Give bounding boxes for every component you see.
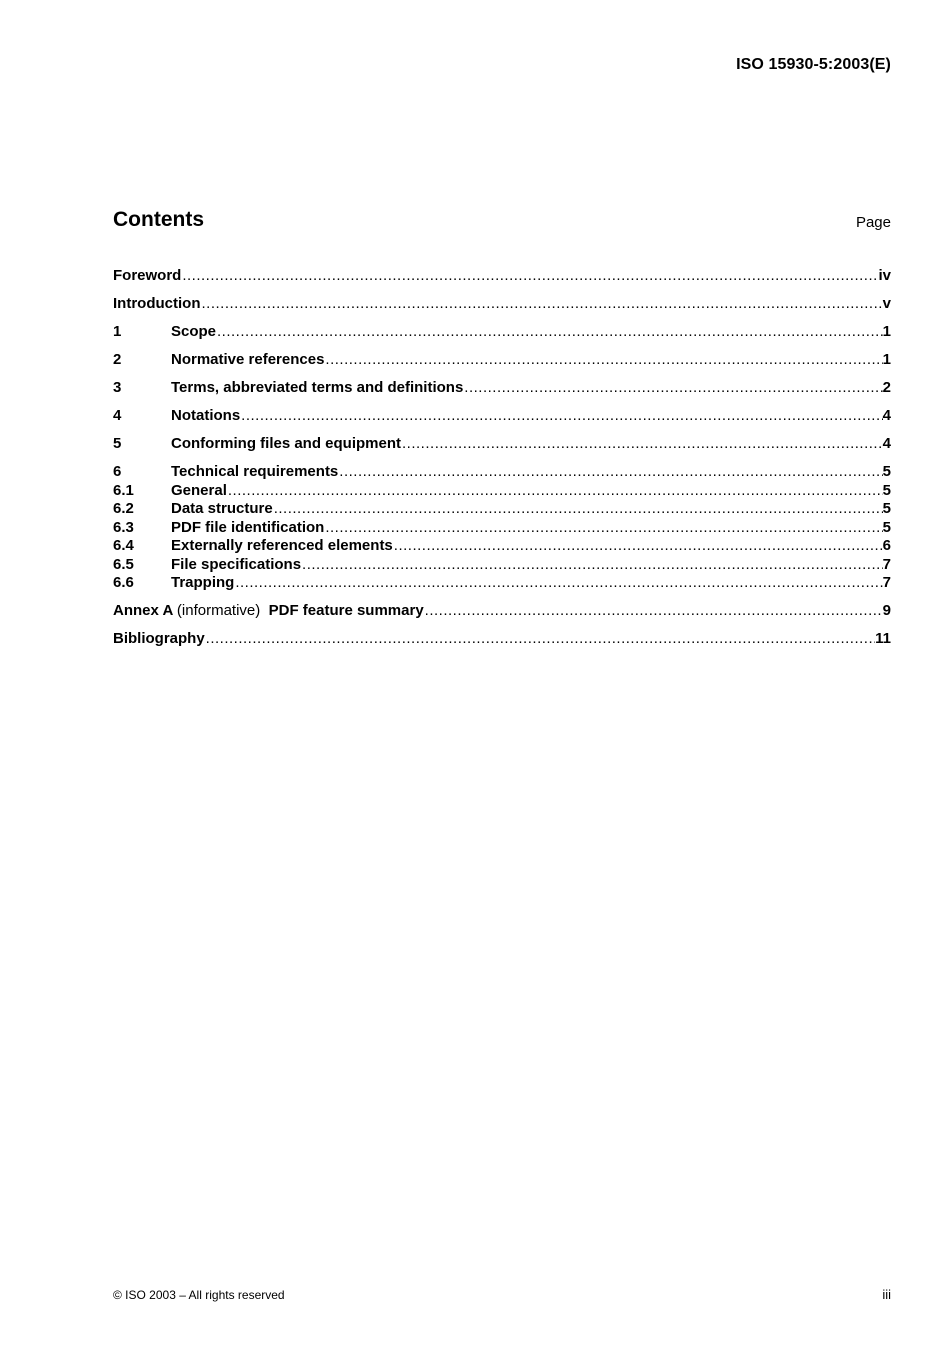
toc-entry-number: 4 [113,407,122,424]
toc-entry-file-specifications[interactable] [113,556,891,575]
toc-entry-notations[interactable] [113,407,891,425]
toc-entry-terms[interactable] [113,379,891,397]
toc-entry-page: 5 [882,463,891,480]
toc-entry-conforming-files[interactable] [113,435,891,453]
copyright-notice: © ISO 2003 – All rights reserved [113,1288,285,1302]
toc-entry-page: 6 [882,537,891,554]
toc-entry-page: 9 [882,602,891,619]
toc-entry-title: File specifications [171,555,302,573]
toc-entry-page: 5 [882,518,891,536]
toc-entry-number: 6.2 [113,500,134,517]
toc-entry-number: 6.4 [113,537,134,554]
toc-entry-title [113,602,424,620]
toc-entry-title: Normative references [171,351,325,368]
dot-leader [227,482,883,500]
toc-entry-pdf-file-identification[interactable] [113,519,891,538]
toc-entry-number: 3 [113,379,122,396]
toc-entry-page: 5 [882,481,891,499]
toc-entry-number: 5 [113,435,122,452]
dot-leader [393,537,883,555]
toc-entry-title: Bibliography [113,630,205,647]
toc-entry-page: 1 [882,351,891,368]
toc-entry-page: v [882,295,891,312]
document-id: ISO 15930-5:2003(E) [736,56,891,73]
toc-entry-number: 2 [113,351,122,368]
dot-leader [324,519,882,537]
toc-entry-page: 7 [882,555,891,573]
dot-leader [205,630,875,648]
toc-entry-title: Conforming files and equipment [171,435,402,452]
toc-entry-number: 6.1 [113,481,134,499]
toc-entry-title: Externally referenced elements [171,537,393,554]
toc-entry-scope[interactable] [113,323,891,341]
dot-leader [234,574,882,592]
toc-entry-page: iv [878,267,891,284]
toc-entry-title: Scope [171,323,217,340]
toc-entry-title: PDF file identification [171,518,325,536]
toc-entry-title: Data structure [171,500,273,517]
toc-entry-normative-references[interactable] [113,351,891,369]
toc-entry-title: Introduction [113,295,201,312]
toc-entry-annex-a[interactable] [113,602,891,620]
dot-leader [401,435,883,453]
dot-leader [240,407,882,425]
toc-entry-number: 1 [113,323,122,340]
toc-entry-technical-requirements[interactable] [113,463,891,482]
toc-entry-data-structure[interactable] [113,500,891,519]
dot-leader [181,267,878,285]
toc-entry-number: 6.6 [113,574,134,591]
dot-leader [424,602,883,620]
toc-entry-number: 6.5 [113,555,134,573]
toc-entry-trapping[interactable] [113,574,891,593]
toc-entry-number: 6 [113,463,122,480]
page-number: iii [882,1287,891,1302]
page-column-label: Page [855,214,891,231]
table-of-contents [113,267,891,658]
toc-entry-page: 11 [875,630,891,647]
annex-qualifier: (informative) [176,602,261,619]
toc-entry-externally-referenced-elements[interactable] [113,537,891,556]
toc-entry-title: Technical requirements [171,463,339,480]
toc-entry-title: Foreword [113,267,182,284]
toc-entry-number: 6.3 [113,518,134,536]
dot-leader [200,295,882,313]
toc-entry-title: Notations [171,407,241,424]
toc-entry-title: Trapping [171,574,235,591]
toc-entry-foreword[interactable] [113,267,891,285]
toc-entry-bibliography[interactable] [113,630,891,648]
dot-leader [324,351,882,369]
dot-leader [338,463,882,481]
toc-entry-title: General [171,481,227,499]
dot-leader [463,379,882,397]
dot-leader [216,323,883,341]
dot-leader [273,500,883,518]
toc-entry-title: Terms, abbreviated terms and definitions [171,379,464,396]
dot-leader [301,556,883,574]
toc-entry-page: 1 [882,323,891,340]
annex-title: PDF feature summary [268,602,424,619]
toc-entry-general[interactable] [113,482,891,501]
toc-entry-page: 2 [882,379,891,396]
toc-entry-page: 5 [882,500,891,517]
toc-entry-introduction[interactable] [113,295,891,313]
toc-entry-page: 4 [882,435,891,452]
toc-entry-page: 7 [882,574,891,591]
contents-heading: Contents [113,208,204,231]
annex-label: Annex A [113,602,173,619]
toc-entry-page: 4 [882,407,891,424]
